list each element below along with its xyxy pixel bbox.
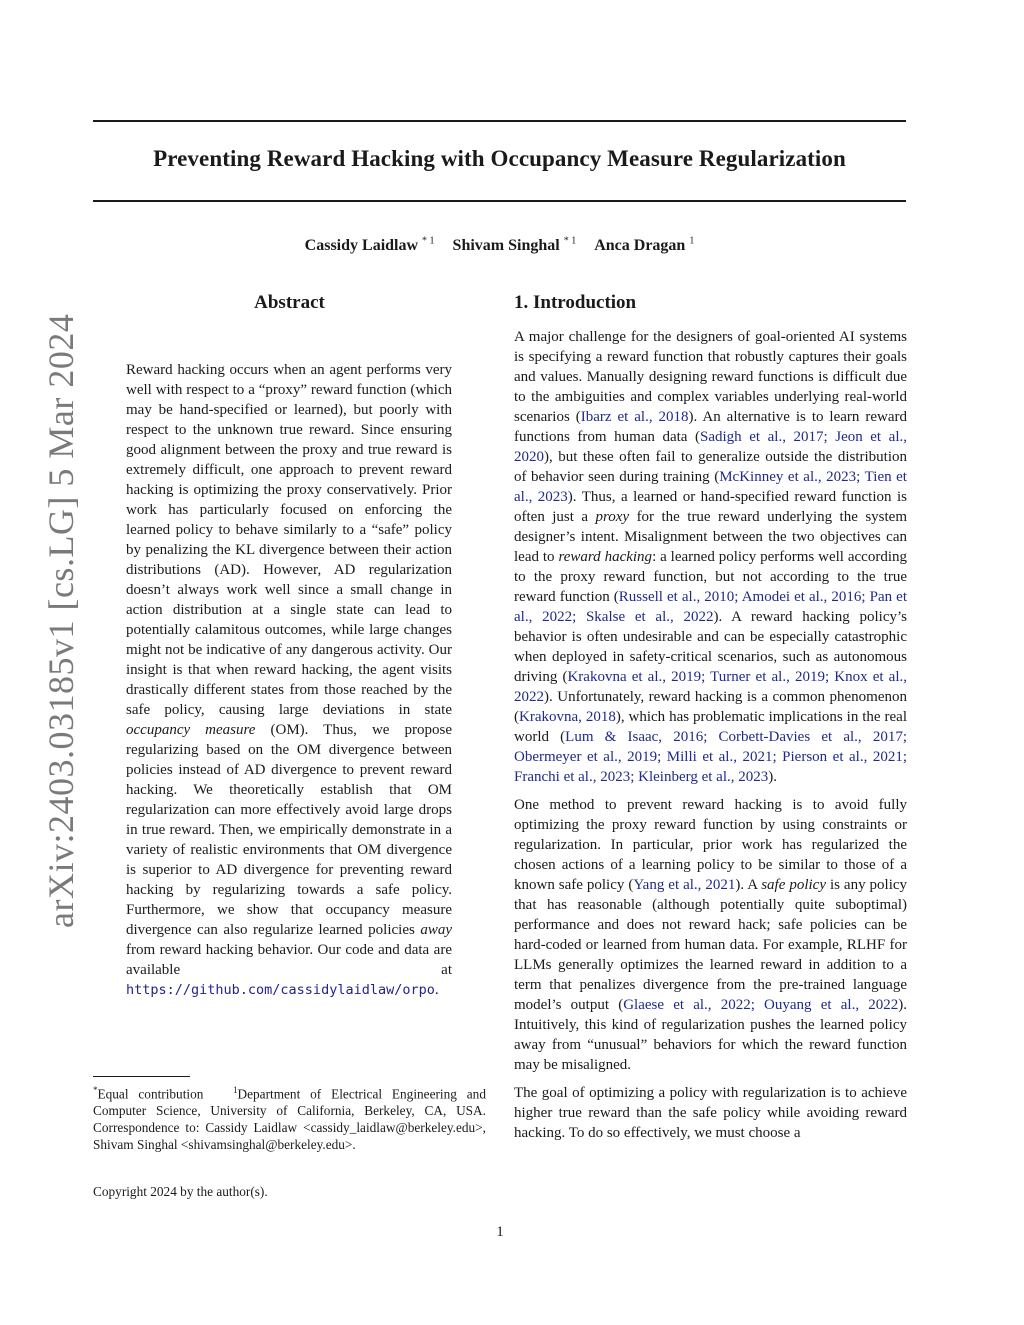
citation-link[interactable]: Russell et al., 2010; Amodei et al., 2016; Pan et al., 2022; Skalse et al., 2022 bbox=[514, 589, 907, 625]
arxiv-side-stamp: arXiv:2403.03185v1 [cs.LG] 5 Mar 2024 bbox=[41, 313, 81, 928]
introduction-body bbox=[514, 327, 907, 1151]
code-repository-link[interactable]: https://github.com/cassidylaidlaw/orpo bbox=[126, 982, 435, 998]
footnote: *Equal contribution $^1$Department of Electrical Engineering and Computer Science, University of California, Berkeley, CA, USA. Correspondence to: Cassidy Laidlaw <cassidy_laidlaw@berkeley.edu>, Shivam Singhal <shivamsinghal@berkeley.edu>. bbox=[93, 1085, 486, 1153]
title-top-rule bbox=[93, 120, 906, 122]
abstract-body: Reward hacking occurs when an agent performs very well with respect to a “proxy” reward function (which may be hand-specified or learned), but poorly with respect to the unknown true reward. Since ensuring good alignment between the proxy and true reward is extremely difficult, one approach to prevent reward hacking is optimizing the proxy conservatively. Prior work has particularly focused on enforcing the learned policy to behave similarly to a “safe” policy by penalizing the KL divergence between their action distributions (AD). However, AD regularization doesn’t always work well since a small change in action distribution at a single state can lead to potentially calamitous outcomes, while large changes might not be indicative of any dangerous activity. Our insight is that when reward hacking, the agent visits drastically different states from those reached by the safe policy, causing large deviations in state occupancy measure (OM). Thus, we propose regularizing based on the OM divergence between policies instead of AD divergence to prevent reward hacking. We theoretically establish that OM regularization can more effectively avoid large drops in true reward. Then, we empirically demonstrate in a variety of realistic environments that OM divergence is superior to AD divergence for preventing reward hacking by regularizing towards a safe policy. Furthermore, we show that occupancy measure divergence can also regularize learned policies away from reward hacking behavior. Our code and data are available at https://github.com/cassidylaidlaw/orpo. bbox=[126, 362, 453, 998]
copyright-notice: Copyright 2024 by the author(s). bbox=[93, 1184, 268, 1199]
citation-link[interactable]: McKinney et al., 2023; Tien et al., 2023 bbox=[514, 469, 907, 505]
author: Cassidy Laidlaw $^{* 1}$ bbox=[304, 236, 435, 255]
citation-link[interactable]: Krakovna et al., 2019; Turner et al., 2019; Knox et al., 2022 bbox=[514, 669, 907, 705]
citation-link[interactable]: Yang et al., 2021 bbox=[633, 877, 736, 893]
abstract-heading: Abstract bbox=[254, 292, 325, 313]
paper-title: Preventing Reward Hacking with Occupancy Measure Regularization bbox=[153, 146, 846, 171]
title-bottom-rule bbox=[93, 200, 906, 202]
author: Shivam Singhal $^{* 1}$ bbox=[452, 236, 577, 255]
citation-link[interactable]: Krakovna, 2018 bbox=[519, 709, 616, 725]
introduction-heading: 1. Introduction bbox=[514, 292, 637, 313]
intro-paragraph: The goal of optimizing a policy with regularization is to achieve higher true reward than the safe policy while avoiding reward hacking. To do so effectively, we must choose a bbox=[514, 1085, 907, 1141]
author-list bbox=[93, 236, 906, 255]
citation-link[interactable]: Lum & Isaac, 2016; Corbett-Davies et al., 2017; Obermeyer et al., 2019; Milli et al., 2021; Pierson et al., 2021; Franchi et al., 2023; Kleinberg et al., 2023 bbox=[514, 729, 907, 785]
citation-link[interactable]: Sadigh et al., 2017; Jeon et al., 2020 bbox=[514, 429, 907, 465]
footnote-rule bbox=[93, 1076, 190, 1077]
citation-link[interactable]: Ibarz et al., 2018 bbox=[580, 409, 689, 425]
citation-link[interactable]: Glaese et al., 2022; Ouyang et al., 2022 bbox=[623, 997, 899, 1013]
intro-paragraph: A major challenge for the designers of goal-oriented AI systems is specifying a reward function that robustly captures their goals and values. Manually designing reward functions is difficult due to the ambiguities and complex variables underlying real-world scenarios (Ibarz et al., 2018). An alternative is to learn reward functions from human data (Sadigh et al., 2017; Jeon et al., 2020), but these often fail to generalize outside the distribution of behavior seen during training (McKinney et al., 2023; Tien et al., 2023). Thus, a learned or hand-specified reward function is often just a proxy for the true reward underlying the system designer’s intent. Misalignment between the two objectives can lead to reward hacking: a learned policy performs well according to the proxy reward function, but not according to the true reward function (Russell et al., 2010; Amodei et al., 2016; Pan et al., 2022; Skalse et al., 2022). A reward hacking policy’s behavior is often undesirable and can be especially catastrophic when deployed in safety-critical scenarios, such as autonomous driving (Krakovna et al., 2019; Turner et al., 2019; Knox et al., 2022). Unfortunately, reward hacking is a common phenomenon (Krakovna, 2018), which has problematic implications in the real world (Lum & Isaac, 2016; Corbett-Davies et al., 2017; Obermeyer et al., 2019; Milli et al., 2021; Pierson et al., 2021; Franchi et al., 2023; Kleinberg et al., 2023). bbox=[514, 329, 908, 785]
author: Anca Dragan $^1$ bbox=[594, 236, 695, 255]
page-number: 1 bbox=[496, 1224, 504, 1240]
intro-paragraph: One method to prevent reward hacking is to avoid fully optimizing the proxy reward function by using constraints or regularization. In particular, prior work has regularized the chosen actions of a learning policy to be similar to those of a known safe policy (Yang et al., 2021). A safe policy is any policy that has reasonable (although potentially quite suboptimal) performance and does not reward hack; safe policies can be hard-coded or learned from human data. For example, RLHF for LLMs generally optimizes the learned reward in addition to a term that penalizes divergence from the pre-trained language model’s output (Glaese et al., 2022; Ouyang et al., 2022). Intuitively, this kind of regularization pushes the learned policy away from “unusual” behaviors for which the reward function may be misaligned. bbox=[514, 797, 908, 1073]
